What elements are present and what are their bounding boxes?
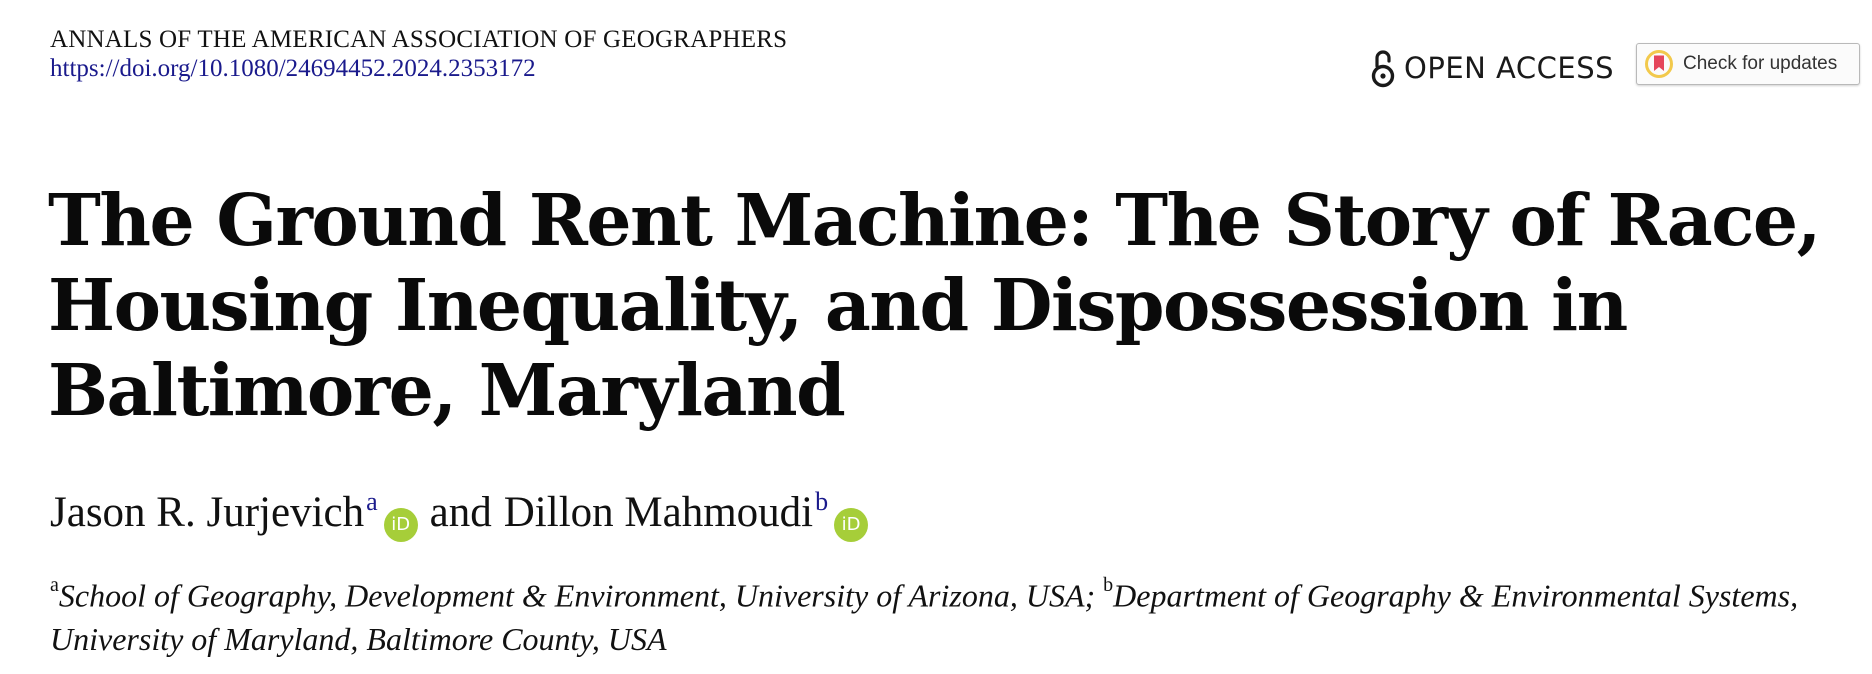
article-title: The Ground Rent Machine: The Story of Race, Housing Inequality, and Dispossession in Baltimore, Maryland xyxy=(48,178,1820,432)
affiliation-text: Department of Geography & Environmental Systems, University of Maryland, Baltimore County, USA xyxy=(50,577,1799,657)
affiliation-mark[interactable]: a xyxy=(366,487,378,516)
doi-link[interactable]: https://doi.org/10.1080/24694452.2024.2353172 xyxy=(50,55,536,82)
crossmark-icon xyxy=(1645,50,1673,78)
affiliation-mark: b xyxy=(1103,574,1114,596)
affiliation-text: School of Geography, Development & Environment, University of Arizona, USA; xyxy=(58,577,1104,614)
check-for-updates-button[interactable] xyxy=(1636,43,1860,85)
author-name[interactable]: Jason R. Jurjevich xyxy=(50,489,365,536)
orcid-icon[interactable]: iD xyxy=(834,508,868,542)
affiliation-mark: a xyxy=(50,574,59,596)
orcid-icon[interactable]: iD xyxy=(384,508,418,542)
check-for-updates-label: Check for updates xyxy=(1683,53,1838,74)
open-lock-icon xyxy=(1370,48,1396,88)
open-access-label: OPEN ACCESS xyxy=(1404,51,1615,85)
author-list xyxy=(50,488,876,538)
author-name[interactable]: Dillon Mahmoudi xyxy=(503,489,814,536)
journal-name: ANNALS OF THE AMERICAN ASSOCIATION OF GEOGRAPHERS xyxy=(50,26,788,53)
affiliations xyxy=(50,568,1840,661)
affiliation-mark[interactable]: b xyxy=(815,487,829,516)
open-access-badge xyxy=(1370,48,1614,88)
author-separator: and xyxy=(429,489,492,536)
